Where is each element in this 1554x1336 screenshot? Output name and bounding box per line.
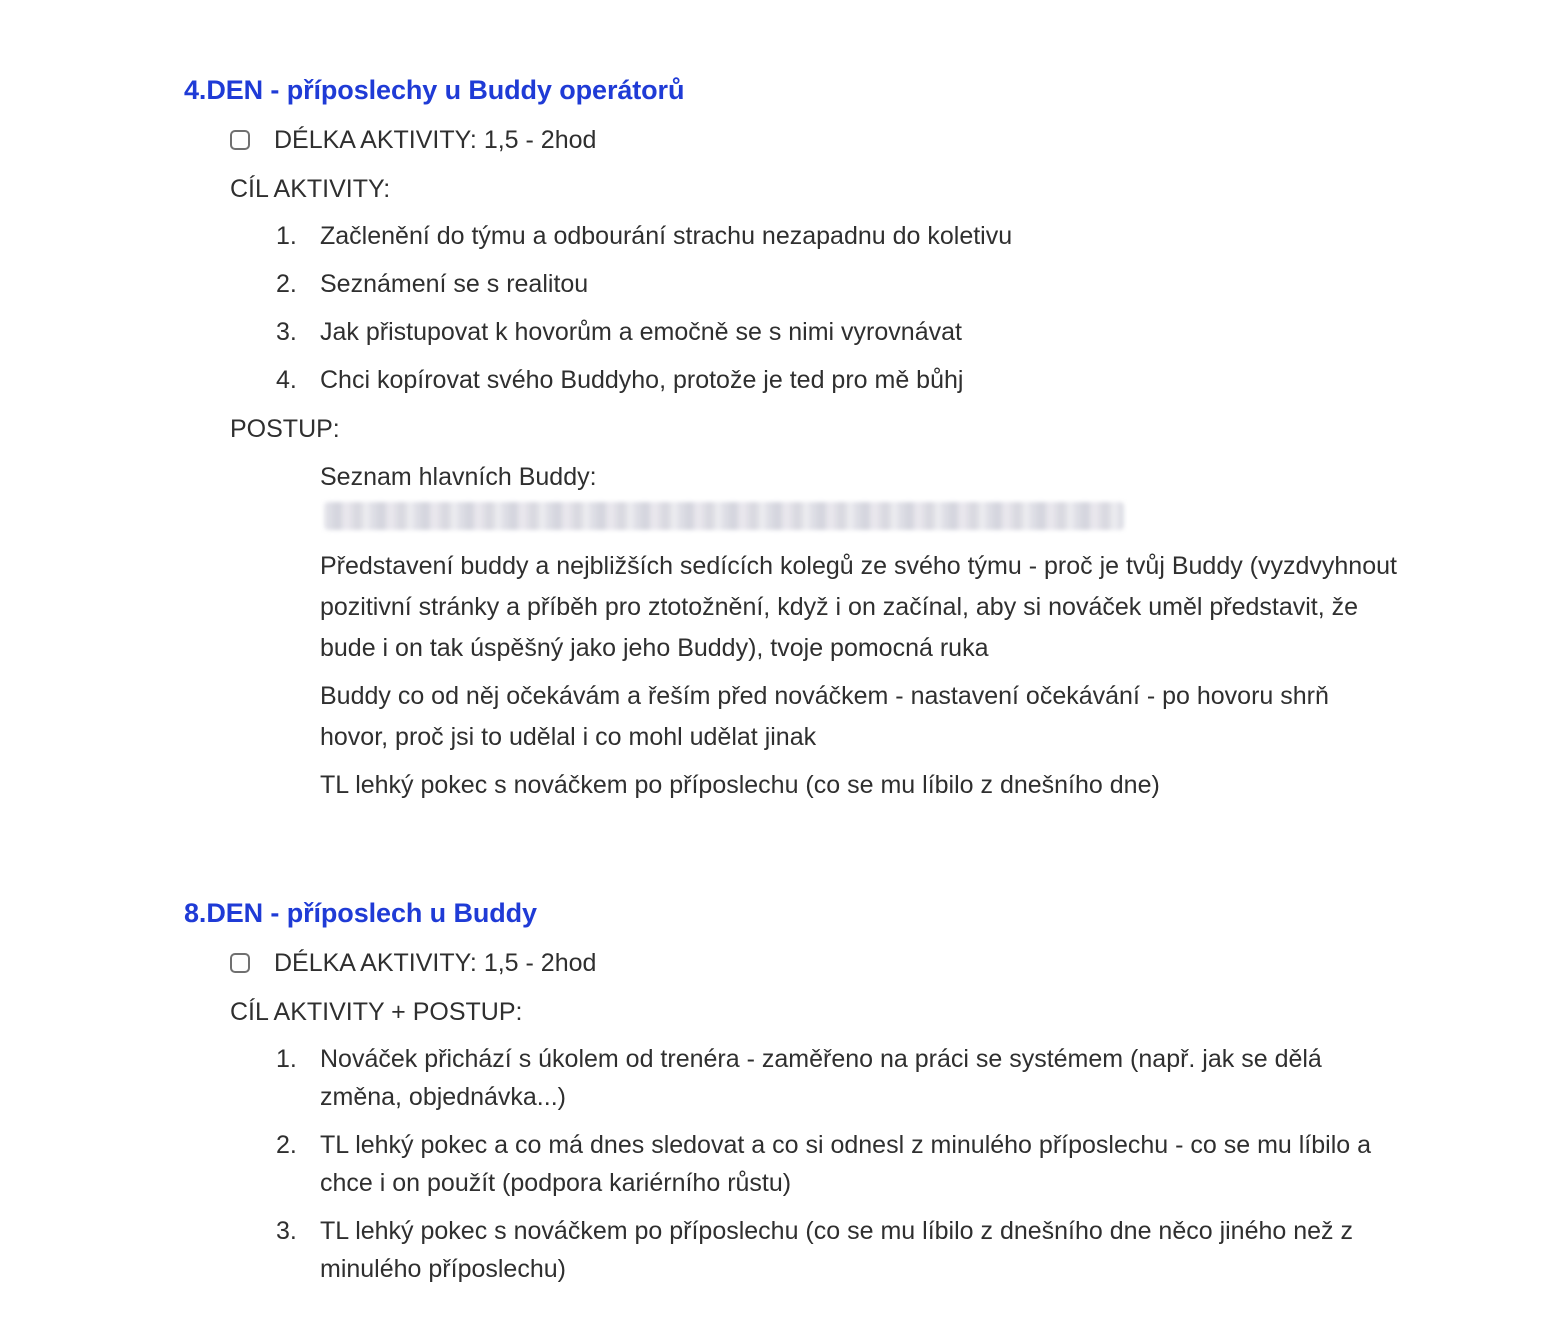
activity-duration-row[interactable]: [230, 120, 1444, 160]
blurred-names-redaction: [324, 502, 1124, 530]
list-item-text: Seznámení se s realitou: [320, 270, 589, 298]
procedure-steps: [184, 457, 1444, 806]
list-item-text: TL lehký pokec a co má dnes sledovat a co si odnesl z minulého příposlechu - co se mu líbilo a chce i on použít (podpora kariérního růstu): [320, 1131, 1372, 1197]
buddy-list-label: Seznam hlavních Buddy:: [320, 463, 597, 491]
section-heading: 4.DEN - příposlechy u Buddy operátorů: [184, 75, 685, 105]
list-item-text: Začlenění do týmu a odbourání strachu nezapadnu do koletivu: [320, 222, 1013, 250]
list-item: [184, 1040, 1400, 1116]
goal-list: [184, 217, 1444, 399]
duration-checkbox[interactable]: [230, 953, 250, 973]
list-item-text: Chci kopírovat svého Buddyho, protože je ted pro mě bůhj: [320, 366, 964, 394]
list-item-text: Jak přistupovat k hovorům a emočně se s nimi vyrovnávat: [320, 318, 962, 346]
goal-label: CÍL AKTIVITY:: [230, 175, 391, 203]
list-item-number: 2.: [276, 1131, 297, 1159]
procedure-label: POSTUP:: [230, 415, 340, 443]
duration-checkbox[interactable]: [230, 130, 250, 150]
activity-duration-row[interactable]: [230, 943, 1444, 983]
list-item-number: 4.: [276, 366, 297, 394]
list-item: [184, 217, 1400, 255]
list-item: [184, 265, 1400, 303]
list-item-text: Nováček přichází s úkolem od trenéra - zaměřeno na práci se systémem (např. jak se dělá změna, objednávka...): [320, 1045, 1322, 1111]
list-item: [184, 1126, 1400, 1202]
goal-procedure-label: CÍL AKTIVITY + POSTUP:: [230, 998, 523, 1026]
list-item-number: 1.: [276, 222, 297, 250]
duration-label: DÉLKA AKTIVITY: 1,5 - 2hod: [274, 126, 597, 154]
procedure-step: Buddy co od něj očekávám a řeším před nováčkem - nastavení očekávání - po hovoru shrň hovor, proč jsi to udělal i co mohl udělat jinak: [320, 682, 1329, 751]
section-heading: 8.DEN - příposlech u Buddy: [184, 898, 537, 928]
procedure-step: Představení buddy a nejbližších sedících kolegů ze svého týmu - proč je tvůj Buddy (vyzdvyhnout pozitivní stránky a příběh pro ztotožnění, když i on začínal, aby si nováček uměl představit, že bude i on tak úspěšný jako jeho Buddy), tvoje pomocná ruka: [320, 552, 1397, 662]
section-day-4: [184, 70, 1444, 813]
list-item: [184, 313, 1400, 351]
list-item-number: 1.: [276, 1045, 297, 1073]
goal-list: [184, 1040, 1444, 1288]
list-item: [184, 361, 1400, 399]
procedure-step: TL lehký pokec s nováčkem po příposlechu (co se mu líbilo z dnešního dne): [320, 771, 1160, 799]
list-item-text: TL lehký pokec s nováčkem po příposlechu (co se mu líbilo z dnešního dne něco jiného než z minulého příposlechu): [320, 1217, 1353, 1283]
buddy-list-step: [184, 457, 1400, 539]
list-item-number: 3.: [276, 318, 297, 346]
section-day-8: [184, 893, 1444, 1298]
duration-label: DÉLKA AKTIVITY: 1,5 - 2hod: [274, 949, 597, 977]
list-item: [184, 1212, 1400, 1288]
list-item-number: 3.: [276, 1217, 297, 1245]
list-item-number: 2.: [276, 270, 297, 298]
